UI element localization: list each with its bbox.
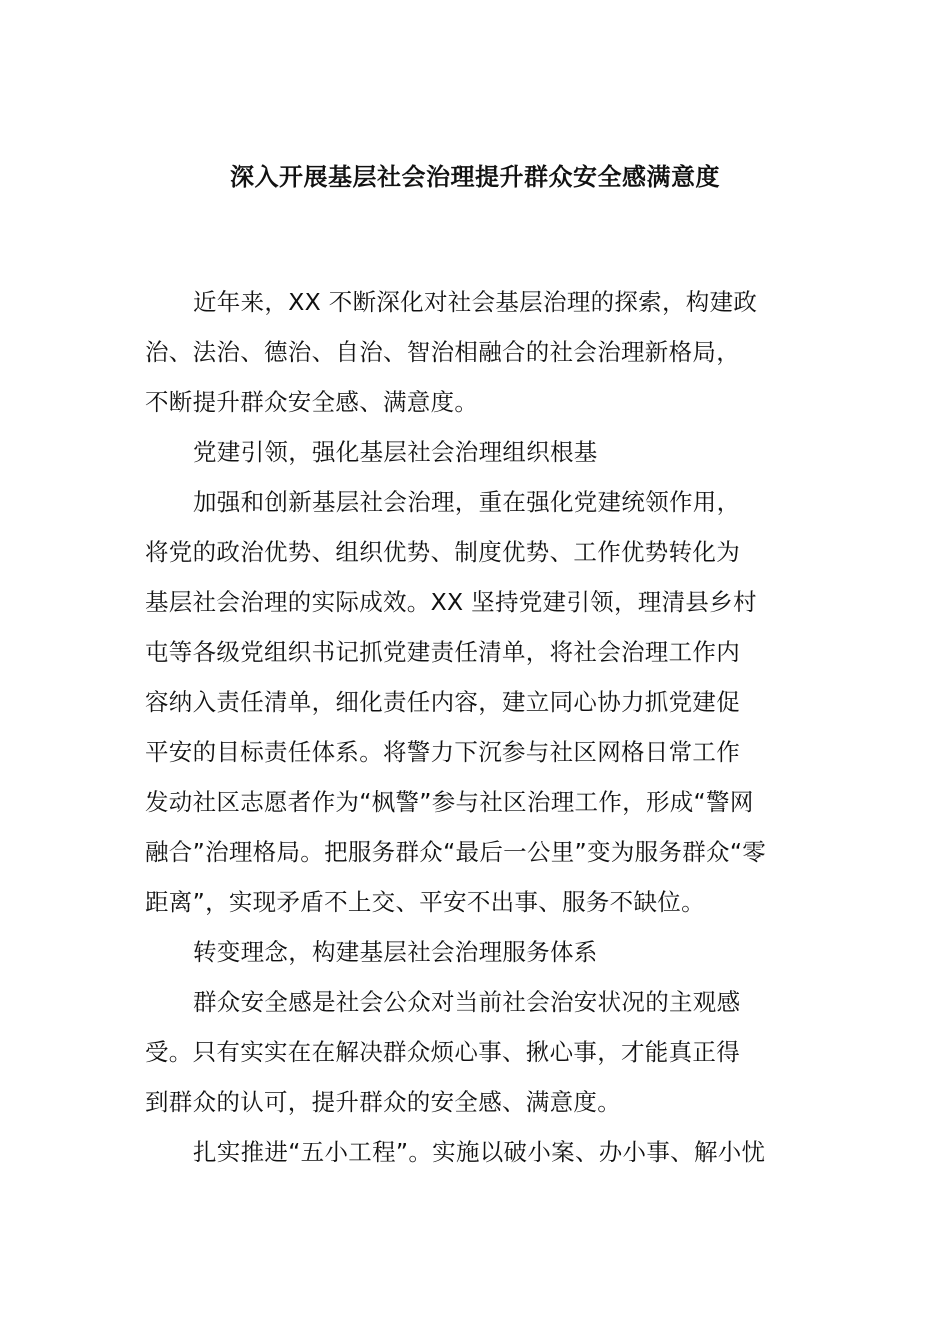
body-line: 到群众的认可，提升群众的安全感、满意度。: [145, 1088, 621, 1116]
body-line: 治、法治、德治、自治、智治相融合的社会治理新格局，: [145, 338, 740, 366]
body-line: 屯等各级党组织书记抓党建责任清单，将社会治理工作内: [145, 638, 740, 666]
body-line: 不断提升群众安全感、满意度。: [145, 388, 479, 416]
body-line: 容纳入责任清单，细化责任内容，建立同心协力抓党建促: [145, 688, 740, 716]
body-line: 距离”，实现矛盾不上交、平安不出事、服务不缺位。: [145, 888, 705, 916]
section-heading: 转变理念，构建基层社会治理服务体系: [193, 938, 598, 966]
body-line: 发动社区志愿者作为“枫警”参与社区治理工作，形成“警网: [145, 788, 754, 816]
body-line: 受。只有实实在在解决群众烦心事、揪心事，才能真正得: [145, 1038, 740, 1066]
body-line: 基层社会治理的实际成效。XX 坚持党建引领，理清县乡村: [145, 588, 757, 616]
body-line: 加强和创新基层社会治理，重在强化党建统领作用，: [193, 488, 741, 516]
body-line: 扎实推进“五小工程”。实施以破小案、办小事、解小忧: [193, 1138, 766, 1166]
document-body: [145, 277, 807, 1177]
body-line: 平安的目标责任体系。将警力下沉参与社区网格日常工作: [145, 738, 740, 766]
body-line: 融合”治理格局。把服务群众“最后一公里”变为服务群众“零: [145, 838, 767, 866]
section-heading: 党建引领，强化基层社会治理组织根基: [193, 438, 598, 466]
body-line: 群众安全感是社会公众对当前社会治安状况的主观感: [193, 988, 741, 1016]
body-line: 近年来，XX 不断深化对社会基层治理的探索，构建政: [193, 288, 758, 316]
document-title: 深入开展基层社会治理提升群众安全感满意度: [230, 163, 720, 191]
body-line: 将党的政治优势、组织优势、制度优势、工作优势转化为: [145, 538, 740, 566]
